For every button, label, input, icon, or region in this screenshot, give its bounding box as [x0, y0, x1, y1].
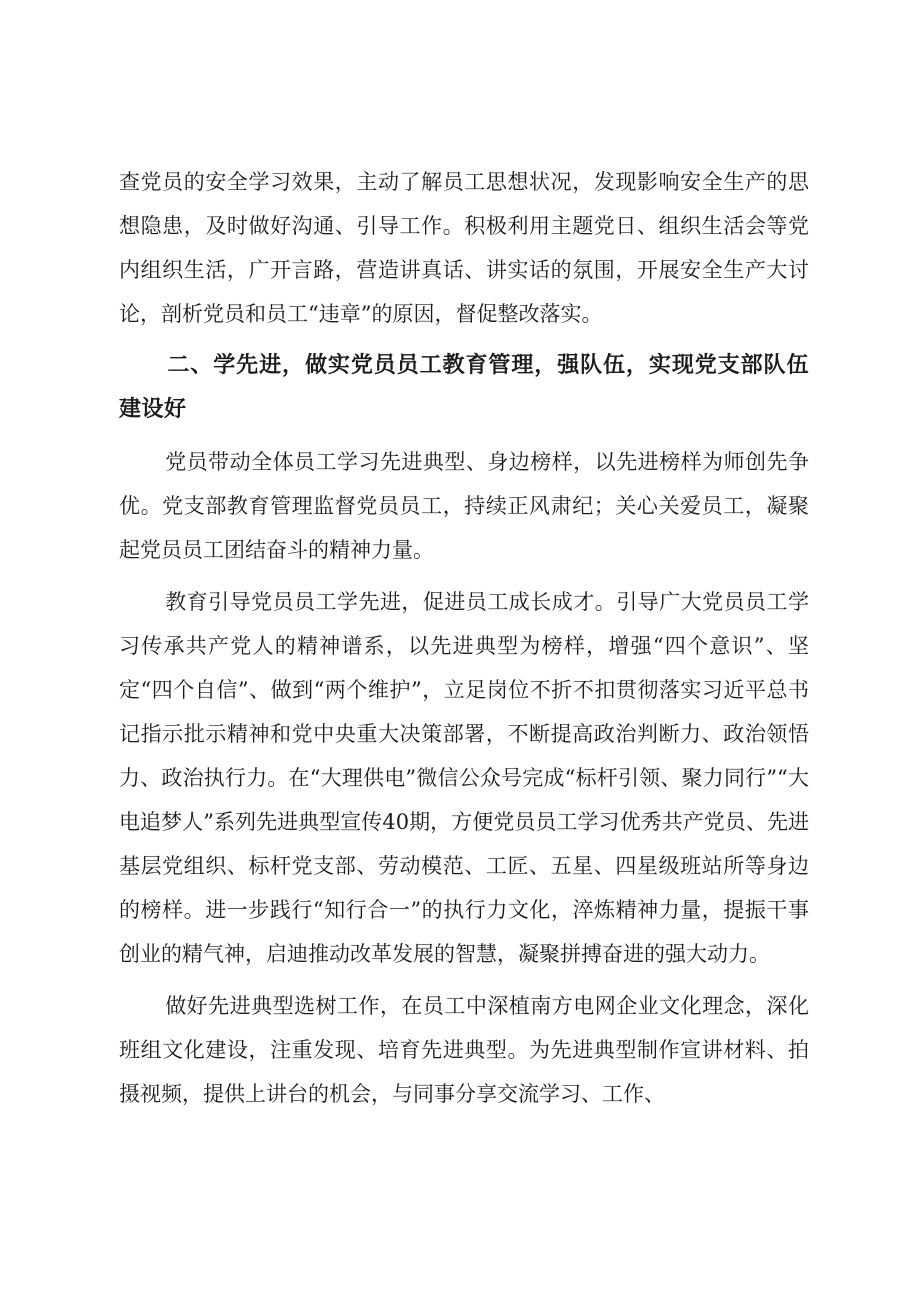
- paragraph-continuation: 查党员的安全学习效果，主动了解员工思想状况，发现影响安全生产的思想隐患，及时做好沟通、引导工作。积极利用主题党日、组织生活会等党内组织生活，广开言路，营造讲真话、讲实话的氛围，开展安全生产大讨论，剖析党员和员工“违章”的原因，督促整改落实。: [119, 170, 809, 326]
- paragraph-education-guidance: 教育引导党员员工学先进，促进员工成长成才。引导广大党员员工学习传承共产党人的精神谱系，以先进典型为榜样，增强“四个意识”、坚定“四个自信”、做到“两个维护”，立足岗位不折不扣贯彻落实习近平总书记指示批示精神和党中央重大决策部署，不断提高政治判断力、政治领悟力、政治执行力。在“大理供电”微信公众号完成“标杆引领、聚力同行”“大电追梦人”系列先进典型宣传40期，方便党员员工学习优秀共产党员、先进基层党组织、标杆党支部、劳动模范、工匠、五星、四星级班站所等身边的榜样。进一步践行“知行合一”的执行力文化，淬炼精神力量，提振干事创业的精气神，启迪推动改革发展的智慧，凝聚拼搏奋进的强大动力。: [119, 590, 809, 966]
- paragraph-model-selection: 做好先进典型选树工作，在员工中深植南方电网企业文化理念，深化班组文化建设，注重发现、培育先进典型。为先进典型制作宣讲材料、拍摄视频，提供上讲台的机会，与同事分享交流学习、工作、: [119, 994, 809, 1106]
- document-body: [119, 160, 809, 1124]
- section-heading: 二、学先进，做实党员员工教育管理，强队伍，实现党支部队伍建设好: [119, 353, 809, 422]
- paragraph-learn-models: 党员带动全体员工学习先进典型、身边榜样，以先进榜样为师创先争优。党支部教育管理监督党员员工，持续正风肃纪；关心关爱员工，凝聚起党员员工团结奋斗的精神力量。: [119, 450, 809, 562]
